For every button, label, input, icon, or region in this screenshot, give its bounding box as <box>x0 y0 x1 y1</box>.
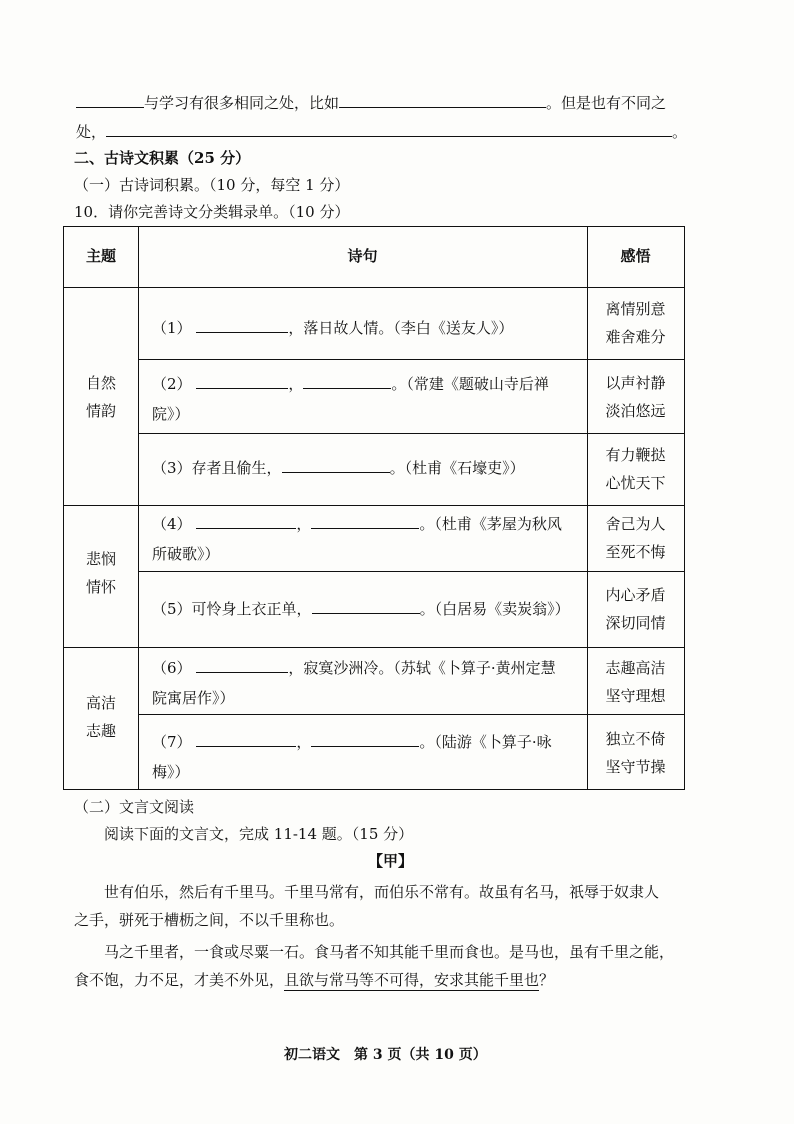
reading-intro: 阅读下面的文言文，完成 11-14 题。（15 分） <box>104 825 414 843</box>
header-feeling: 感悟 <box>620 247 651 265</box>
answer-blank[interactable] <box>196 317 288 333</box>
answer-blank[interactable] <box>196 657 288 673</box>
underlined-sentence: 且欲与常马等不可得，安求其能千里也 <box>284 971 540 989</box>
poem-row-3: （3）存者且偷生， 。（杜甫《石壕吏》） <box>152 459 525 477</box>
poem-row-6: （6） ，寂寞沙洲冷。（苏轼《卜算子·黄州定慧 院寓居作》） <box>152 659 556 707</box>
answer-blank[interactable] <box>106 121 672 137</box>
answer-blank[interactable] <box>282 457 390 473</box>
fill-line-1-text-b: 。但是也有不同之 <box>546 94 667 112</box>
theme-nature: 自然 情韵 <box>85 374 116 420</box>
answer-blank[interactable] <box>311 731 419 747</box>
poem-row-4: （4） ， 。（杜甫《茅屋为秋风 所破歌》） <box>152 515 562 563</box>
feeling-row-1: 离情别意 难舍难分 <box>605 300 666 346</box>
answer-blank[interactable] <box>311 513 419 529</box>
answer-blank[interactable] <box>339 92 546 108</box>
header-theme: 主题 <box>85 247 116 265</box>
fill-line-1-text-a: 与学习有很多相同之处，比如 <box>144 94 340 112</box>
fill-line-2 <box>76 121 687 142</box>
poem-row-1: （1） ，落日故人情。（李白《送友人》） <box>152 319 514 337</box>
feeling-row-7: 独立不倚 坚守节操 <box>605 730 666 776</box>
section-title: 二、古诗文积累（25 分） <box>74 149 251 167</box>
subsection-title: （二）文言文阅读 <box>74 798 195 816</box>
fill-line-2-text-a: 处， <box>76 123 107 141</box>
answer-blank[interactable] <box>196 513 296 529</box>
answer-blank[interactable] <box>303 373 391 389</box>
feeling-row-4: 舍己为人 至死不悔 <box>605 515 666 561</box>
subsection-title: （一）古诗词积累。（10 分，每空 1 分） <box>74 176 350 194</box>
answer-blank[interactable] <box>76 92 144 108</box>
poem-row-5: （5）可怜身上衣正单， 。（白居易《卖炭翁》） <box>152 600 570 618</box>
question-10: 10．请你完善诗文分类辑录单。（10 分） <box>74 203 350 221</box>
answer-blank[interactable] <box>196 731 296 747</box>
poem-table <box>63 226 685 790</box>
fill-line-1 <box>76 92 666 113</box>
theme-compassion: 悲悯 情怀 <box>85 550 116 596</box>
poem-row-2: （2） ， 。（常建《题破山寺后禅 院》） <box>152 375 549 423</box>
answer-blank[interactable] <box>196 373 288 389</box>
passage-p1-line1: 世有伯乐，然后有千里马。千里马常有，而伯乐不常有。故虽有名马，祇辱于奴隶人 <box>104 883 660 901</box>
passage-p2-line2: 食不饱，力不足，才美不外见，且欲与常马等不可得，安求其能千里也？ <box>74 971 555 989</box>
feeling-row-6: 志趣高洁 坚守理想 <box>605 659 666 705</box>
passage-p2-line1: 马之千里者，一食或尽粟一石。食马者不知其能千里而食也。是马也，虽有千里之能， <box>104 943 675 961</box>
feeling-row-5: 内心矛盾 深切同情 <box>605 586 666 632</box>
poem-row-7: （7） ， 。（陆游《卜算子·咏 梅》） <box>152 733 552 781</box>
feeling-row-2: 以声衬静 淡泊悠远 <box>605 374 666 420</box>
header-poem: 诗句 <box>347 247 378 265</box>
theme-lofty: 高洁 志趣 <box>85 694 116 740</box>
passage-label: 【甲】 <box>368 852 414 870</box>
passage-p1-line2: 之手，骈死于槽枥之间，不以千里称也。 <box>74 911 345 929</box>
feeling-row-3: 有力鞭挞 心忧天下 <box>605 446 666 492</box>
answer-blank[interactable] <box>312 598 420 614</box>
page-footer: 初二语文 第 3 页（共 10 页） <box>284 1047 487 1063</box>
fill-line-2-text-b: 。 <box>672 123 688 141</box>
